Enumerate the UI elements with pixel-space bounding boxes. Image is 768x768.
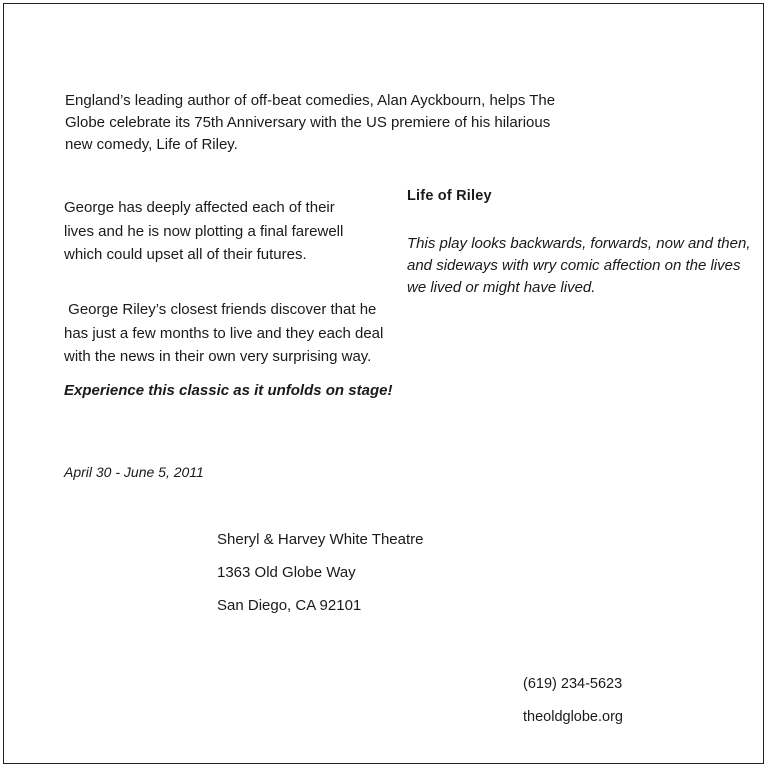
contact-website[interactable]: theoldglobe.org	[523, 709, 623, 725]
description-paragraph-one: George has deeply affected each of their lives and he is now plotting a final farewell which could upset all of their futures.	[64, 199, 344, 263]
venue-name: Sheryl & Harvey White Theatre	[217, 531, 424, 548]
venue-street: 1363 Old Globe Way	[217, 564, 356, 581]
call-to-action: Experience this classic as it unfolds on stage!	[64, 382, 393, 399]
venue-city: San Diego, CA 92101	[217, 597, 362, 614]
contact-phone: (619) 234-5623	[523, 676, 623, 692]
performance-dates: April 30 - June 5, 2011	[64, 464, 204, 480]
description-paragraph-two: George Riley’s closest friends discover that he has just a few months to live and they each deal with the news in their own very surprising way.	[64, 301, 388, 365]
intro-paragraph: England’s leading author of off-beat comedies, Alan Ayckbourn, helps The Globe celebrate its 75th Anniversary with the US premiere of his hilarious new comedy, Life of Riley.	[65, 92, 556, 153]
sidebar-quote: This play looks backwards, forwards, now and then, and sideways with wry comic affection on the lives we lived or might have lived.	[407, 235, 751, 296]
sidebar-title: Life of Riley	[407, 188, 492, 204]
